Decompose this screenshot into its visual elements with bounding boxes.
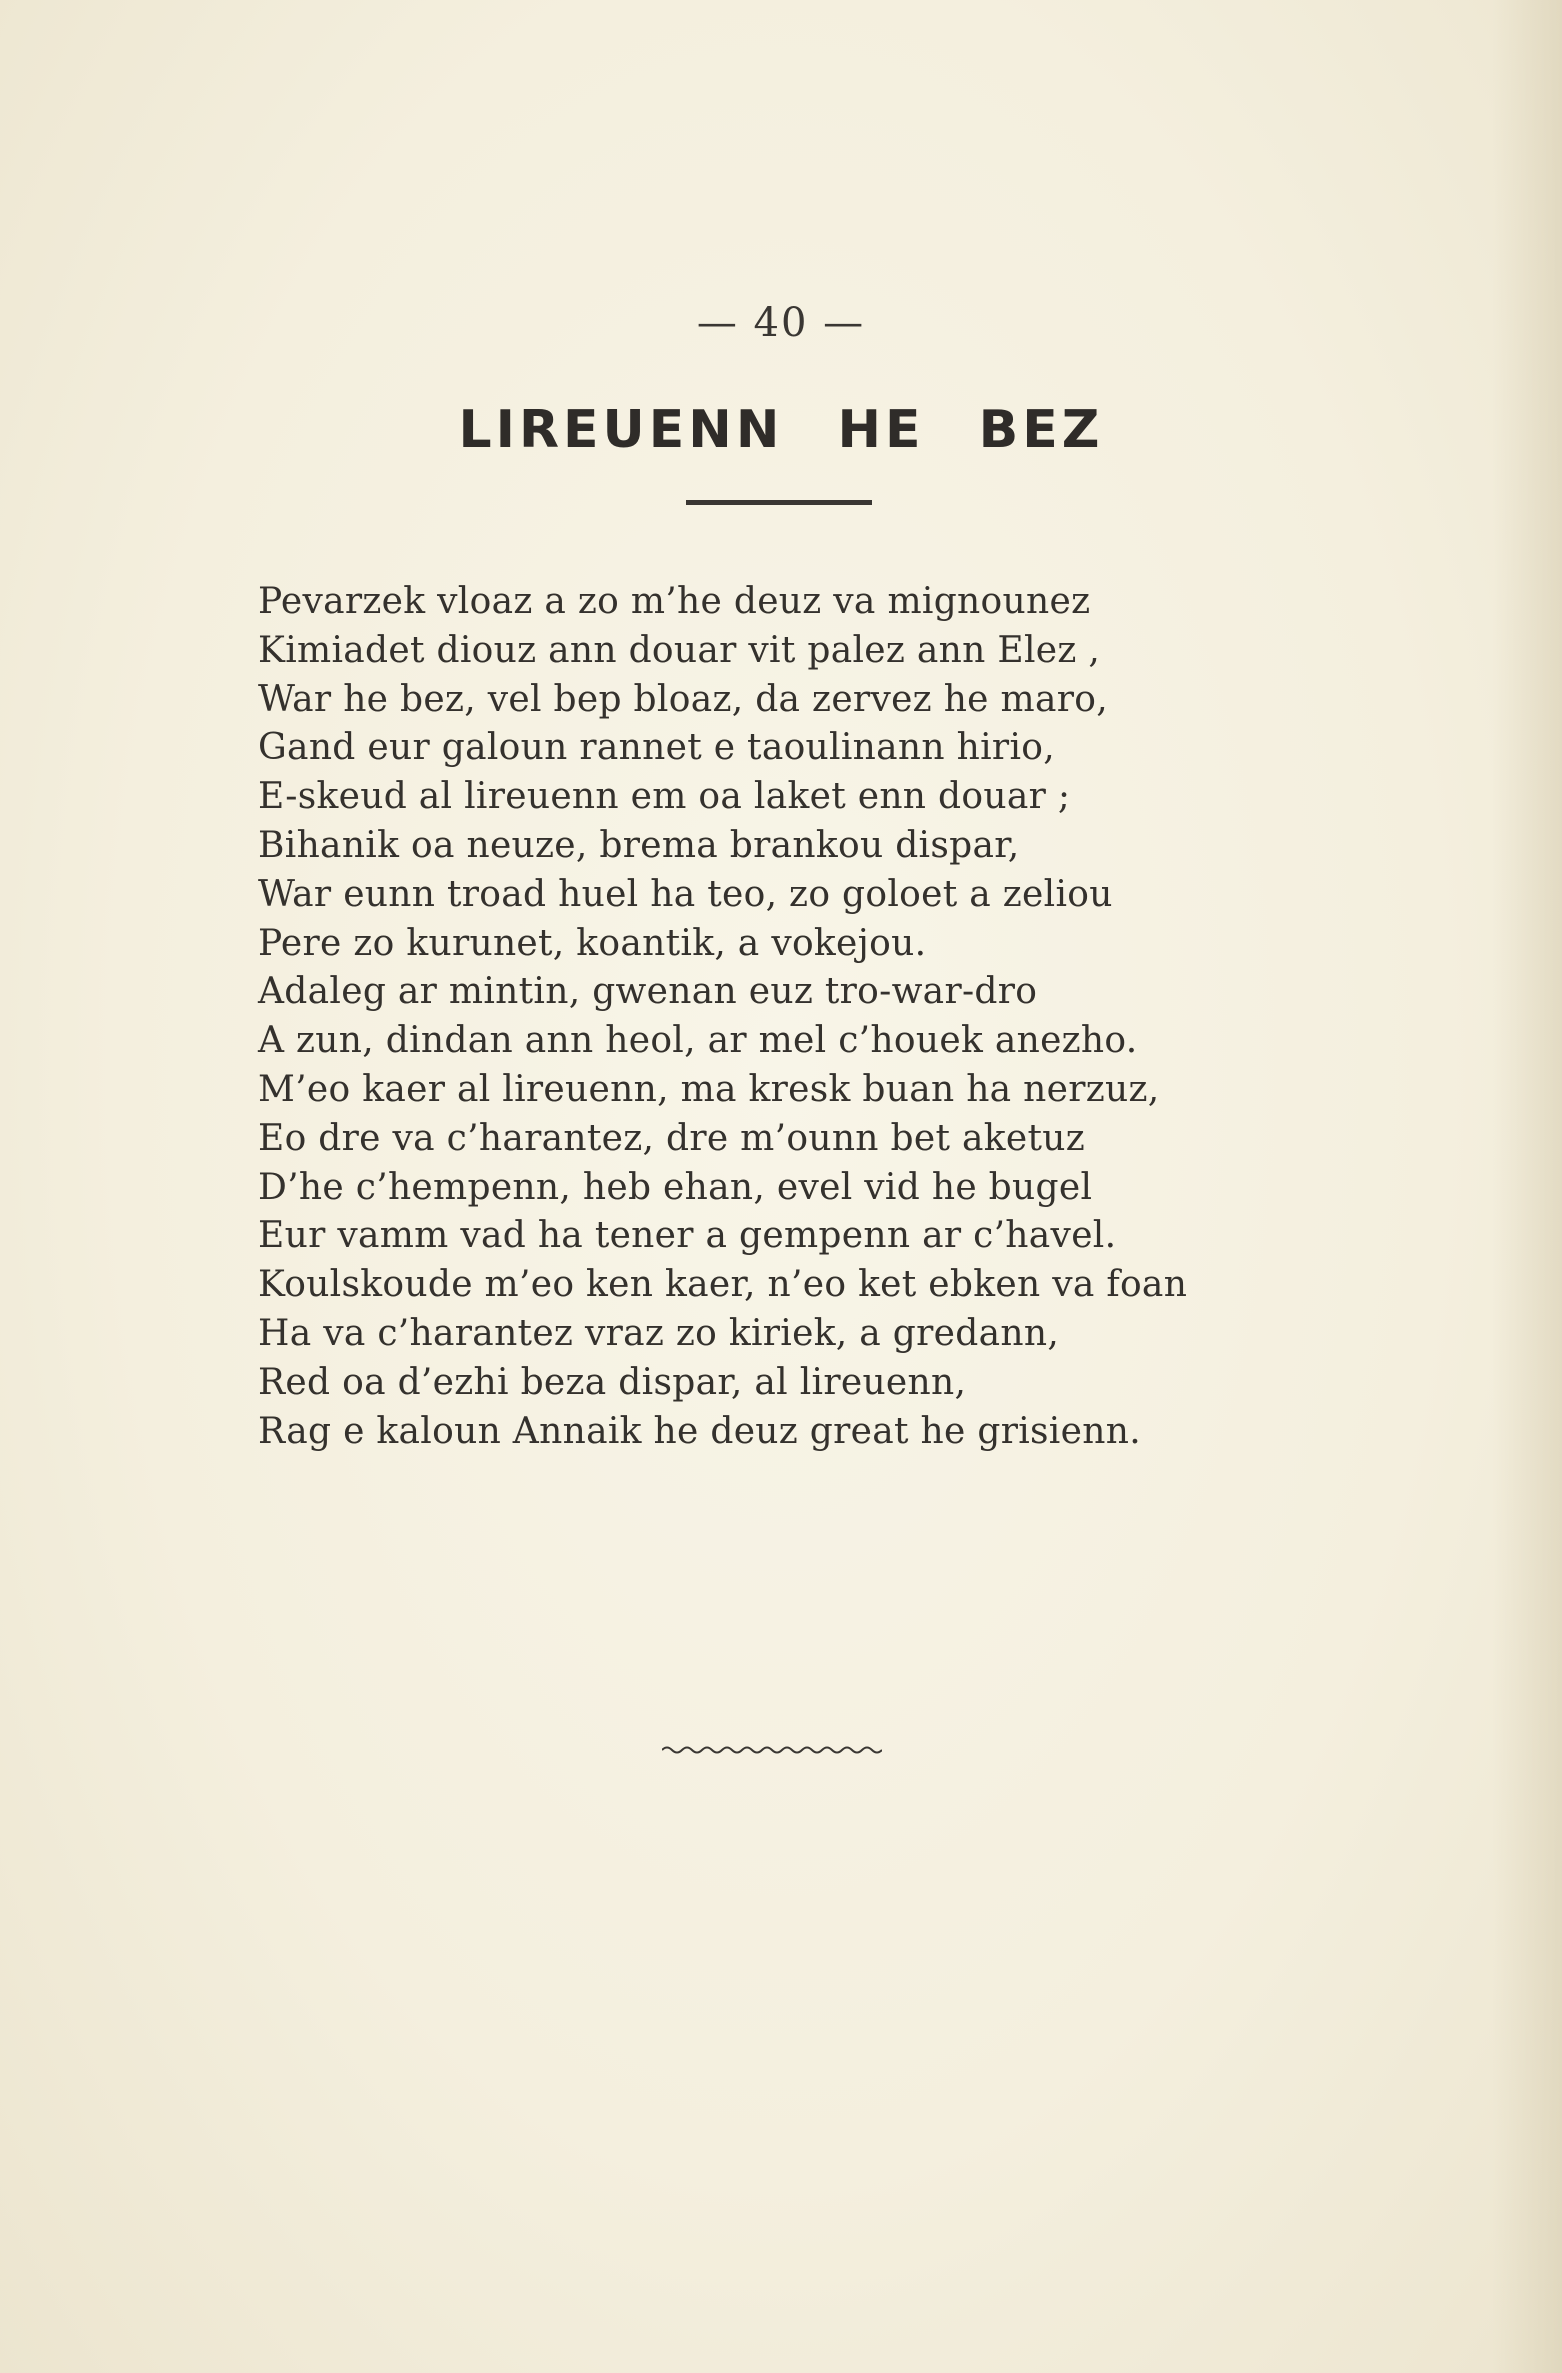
poem-title: LIREUENN HE BEZ — [458, 400, 1104, 460]
verse-line: Red oa d’ezhi beza dispar, al lireuenn, — [258, 1361, 967, 1403]
verse-line: Ha va c’harantez vraz zo kiriek, a gredann, — [258, 1312, 1060, 1354]
verse-line: Pere zo kurunet, koantik, a vokejou. — [258, 922, 927, 964]
verse-line: Rag e kaloun Annaik he deuz great he grisienn. — [258, 1410, 1141, 1452]
verse-line: Eo dre va c’harantez, dre m’ounn bet aketuz — [258, 1117, 1085, 1159]
verse-line: D’he c’hempenn, heb ehan, evel vid he bugel — [258, 1166, 1093, 1208]
poem-body — [258, 578, 1298, 1456]
verse-line: Gand eur galoun rannet e taoulinann hirio, — [258, 727, 1055, 769]
verse-line: E-skeud al lireuenn em oa laket enn douar ; — [258, 776, 1071, 818]
verse-line: Adaleg ar mintin, gwenan euz tro-war-dro — [258, 971, 1038, 1013]
verse-line: Pevarzek vloaz a zo m’he deuz va mignounez — [258, 581, 1091, 622]
verse-line: War he bez, vel bep bloaz, da zervez he maro, — [258, 678, 1108, 720]
verse-line: Eur vamm vad ha tener a gempenn ar c’havel. — [258, 1215, 1117, 1257]
wavy-ornament — [662, 1740, 882, 1760]
verse-line: War eunn troad huel ha teo, zo goloet a zeliou — [258, 873, 1113, 915]
verse-line: Bihanik oa neuze, brema brankou dispar, — [258, 824, 1020, 866]
verse-line: Kimiadet diouz ann douar vit palez ann Elez , — [258, 629, 1101, 671]
verse-line: A zun, dindan ann heol, ar mel c’houek anezho. — [258, 1020, 1138, 1062]
page-edge-shadow — [1492, 0, 1562, 2373]
title-rule — [686, 500, 872, 505]
page-number: — 40 — — [696, 300, 866, 346]
verse-line: M’eo kaer al lireuenn, ma kresk buan ha nerzuz, — [258, 1068, 1160, 1110]
verse-line: Koulskoude m’eo ken kaer, n’eo ket ebken va foan — [258, 1264, 1188, 1306]
